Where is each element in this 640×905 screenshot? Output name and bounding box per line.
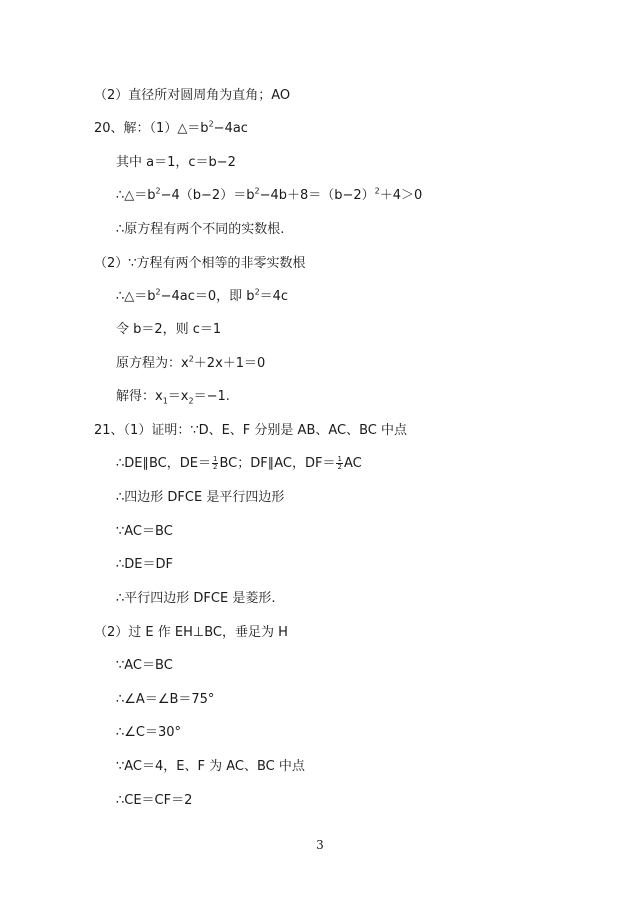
answer-line: ∴原方程有两个不同的实数根. xyxy=(116,222,285,237)
answer-line: （2）过 E 作 EH⊥BC，垂足为 H xyxy=(94,625,288,640)
answer-line: ∴∠C＝30° xyxy=(116,725,182,740)
answer-line: ∴平行四边形 DFCE 是菱形. xyxy=(116,591,276,606)
question-20-heading: 20、解：$(1)\triangle=b^2-4ac$ xyxy=(94,119,248,136)
answer-line: ∴四边形 DFCE 是平行四边形 xyxy=(116,490,285,505)
answer-line: 其中 a＝1，c＝b−2 xyxy=(116,155,236,170)
answer-line: ∴CE＝CF＝2 xyxy=(116,793,193,808)
answer-line: （2）∵方程有两个相等的非零实数根 xyxy=(94,256,306,271)
answer-line: ∵AC＝BC xyxy=(116,524,173,539)
question-21-heading: 21、（1）证明：∵D、E、F 分别是 AB、AC、BC 中点 xyxy=(94,423,408,438)
answer-line: ∴DE∥BC，DE＝ $\frac{1}{2}$ BC；DF∥AC，DF＝ $\frac{1}{2}$ AC xyxy=(116,455,362,471)
fraction: $\frac{1}{2}$ xyxy=(337,455,342,471)
answer-line: 原方程为：$x^2+2x+1=0$ xyxy=(116,354,266,371)
fraction: $\frac{1}{2}$ xyxy=(213,455,218,471)
answer-line: ∵AC＝4，E、F 为 AC、BC 中点 xyxy=(116,759,305,774)
answer-line: ∴DE＝DF xyxy=(116,557,173,572)
answer-line: （2）直径所对圆周角为直角；AO xyxy=(94,88,291,103)
answer-line: $\therefore\triangle=b^2-4ac=0$，即 $b^2=4c$ xyxy=(116,287,289,304)
answer-line: $\therefore\triangle=b^2-4(b-2)=b^2-4b+8=(b-2)^2+4>0$ xyxy=(116,186,423,203)
answer-line: ∵AC＝BC xyxy=(116,658,173,673)
answer-line: ∴∠A＝∠B＝75° xyxy=(116,692,215,707)
answer-line: 令 b＝2，则 c＝1 xyxy=(116,322,222,337)
page-number: 3 xyxy=(316,838,324,852)
answer-line: 解得：$x_1=x_2=-1$. xyxy=(116,389,230,406)
